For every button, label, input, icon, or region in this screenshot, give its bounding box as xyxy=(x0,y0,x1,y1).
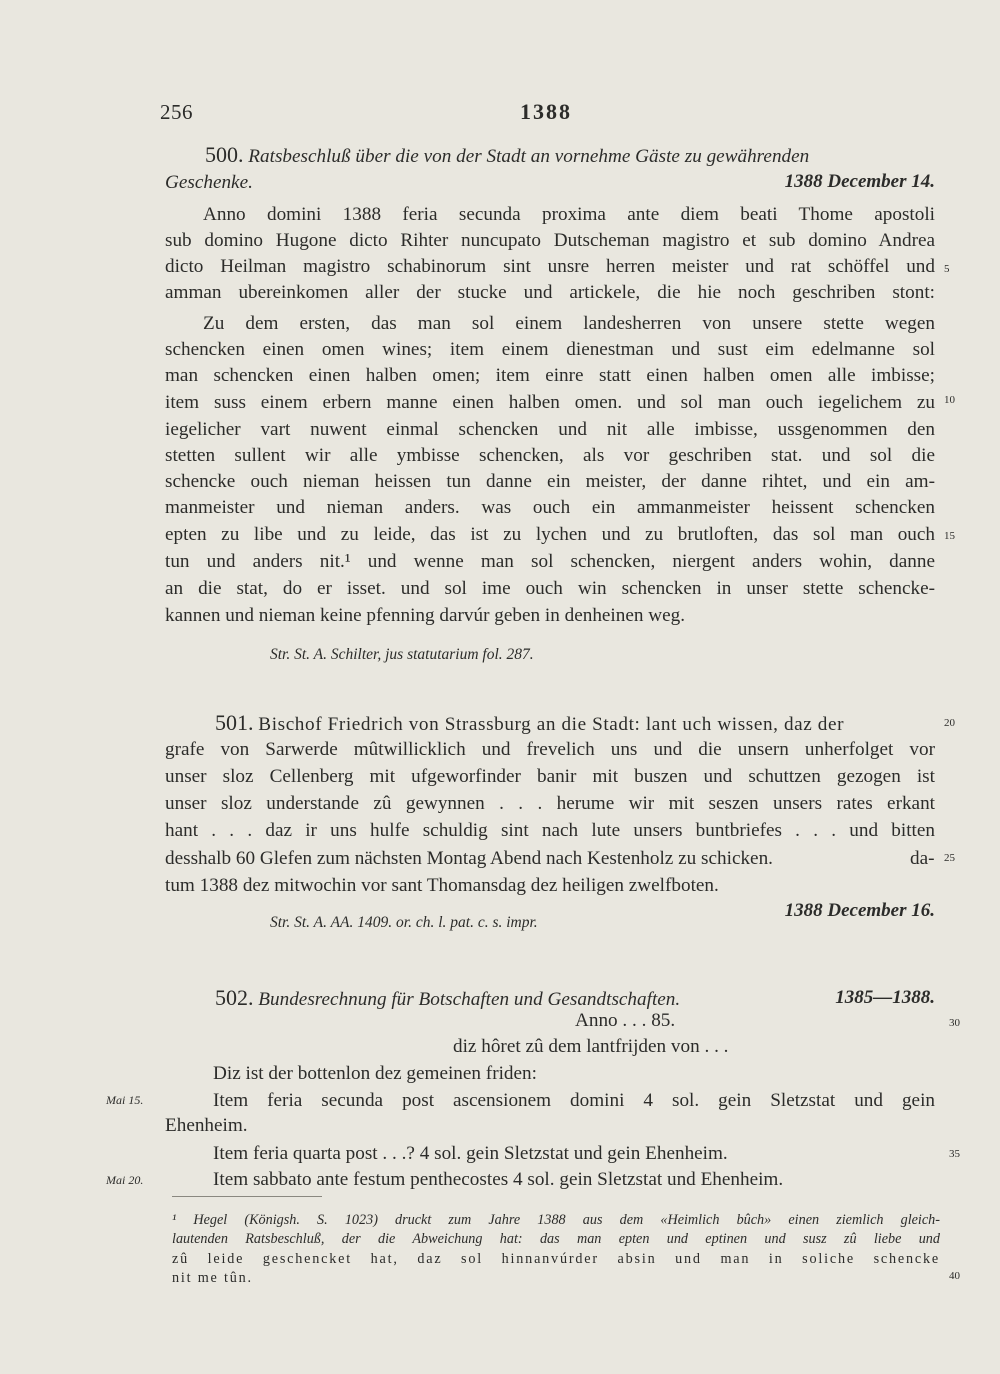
doc500-line: schencke ouch nieman heissen tun danne ein meister, der danne rihtet, und ein am- xyxy=(165,471,935,492)
footnote-line: nit me tûn. xyxy=(172,1270,253,1286)
doc500-title: Ratsbeschluß über die von der Stadt an vornehme Gäste zu gewährenden xyxy=(248,146,810,167)
running-head-year: 1388 xyxy=(520,99,572,124)
doc500-line: sub domino Hugone dicto Rihter nuncupato Dutscheman magistro et sub domino Andrea xyxy=(165,230,935,251)
doc501-number: 501. xyxy=(215,710,254,735)
doc500-title-line2: Geschenke. xyxy=(165,172,253,193)
margin-line-number: 15 xyxy=(944,530,955,542)
footnote-line: zû leide geschencket hat, daz sol hinnanvúrder absin und man in soliche schencke xyxy=(172,1251,940,1267)
doc501-line-first xyxy=(165,710,935,736)
doc500-line: Anno domini 1388 feria secunda proxima ante diem beati Thome apostoli xyxy=(203,204,935,225)
doc500-number: 500. xyxy=(205,142,244,167)
margin-line-number: 30 xyxy=(949,1017,960,1029)
doc502-line: Ehenheim. xyxy=(165,1115,248,1136)
margin-line-number: 5 xyxy=(944,263,950,275)
doc502-anno: Anno . . . 85. xyxy=(575,1010,676,1031)
margin-line-number: 10 xyxy=(944,394,955,406)
page-number: 256 xyxy=(160,100,193,124)
doc501-line: grafe von Sarwerde mûtwillicklich und frevelich uns und die unsern unherfolget vor xyxy=(165,739,935,760)
doc501-line-tail: da- xyxy=(910,848,935,869)
doc500-line: iegelicher vart nuwent einmal schencken und nit alle imbisse, ussgenommen den xyxy=(165,419,935,440)
doc502-date: 1385—1388. xyxy=(835,987,935,1008)
doc500-line: an die stat, do er isset. und sol ime ouch win schencken in unser stette schencke- xyxy=(165,578,935,599)
doc500-line: dicto Heilman magistro schabinorum sint unsre herren meister und rat schöffel und xyxy=(165,256,935,277)
doc500-date: 1388 December 14. xyxy=(784,171,935,192)
doc501-line: unser sloz understande zû gewynnen . . . herume wir mit seszen unsers rates erkant xyxy=(165,793,935,814)
doc502-line: Diz ist der bottenlon dez gemeinen friden: xyxy=(213,1063,537,1084)
doc502-line: Item feria secunda post ascensionem domini 4 sol. gein Sletzstat und gein xyxy=(213,1090,935,1111)
doc502-number: 502. xyxy=(215,985,254,1010)
margin-line-number: 35 xyxy=(949,1148,960,1160)
doc500-line: tun und anders nit.¹ und wenne man sol schencken, niergent anders wohin, danne xyxy=(165,551,935,572)
doc501-source: Str. St. A. AA. 1409. or. ch. l. pat. c. s. impr. xyxy=(270,914,538,931)
doc500-line: amman ubereinkomen aller der stucke und artickele, die hie noch geschriben stont: xyxy=(165,282,935,303)
doc500-line: Zu dem ersten, das man sol einem landesherren von unsere stette wegen xyxy=(203,313,935,334)
doc501-date: 1388 December 16. xyxy=(784,900,935,921)
doc500-line: item suss einem erbern manne einen halben omen. und sol man ouch iegelichem zu xyxy=(165,392,935,413)
doc500-line: kannen und nieman keine pfenning darvúr geben in denheinen weg. xyxy=(165,605,686,626)
doc502-title: Bundesrechnung für Botschaften und Gesandtschaften. xyxy=(258,989,681,1010)
footnote-line: lautenden Ratsbeschluß, der die Abweichung hat: das man epten und eptinen und susz zû liebe und xyxy=(172,1231,940,1247)
doc500-source: Str. St. A. Schilter, jus statutarium fol. 287. xyxy=(270,646,534,663)
doc501-line: unser sloz Cellenberg mit ufgeworfinder banir mit buszen und schuttzen gezogen ist xyxy=(165,766,935,787)
margin-date: Mai 15. xyxy=(106,1093,144,1107)
doc502-title-line xyxy=(165,985,935,1011)
doc502-line: Item sabbato ante festum penthecostes 4 sol. gein Sletzstat und Ehenheim. xyxy=(213,1169,784,1190)
margin-line-number: 25 xyxy=(944,852,955,864)
doc500-line: stetten sullent wir alle ymbisse schencken, als vor geschriben stat. und sol die xyxy=(165,445,935,466)
margin-line-number: 20 xyxy=(944,717,955,729)
doc502-diz: diz hôret zû dem lantfrijden von . . . xyxy=(453,1036,729,1057)
doc500-line: man schencken einen halben omen; item einre statt einen halben omen alle imbisse; xyxy=(165,365,935,386)
doc501-line: hant . . . daz ir uns hulfe schuldig sint nach lute unsers buntbriefes . . . und bitten xyxy=(165,820,935,841)
doc501-line: desshalb 60 Glefen zum nächsten Montag Abend nach Kestenholz zu schicken. xyxy=(165,848,773,869)
doc502-line: Item feria quarta post . . .? 4 sol. gein Sletzstat und gein Ehenheim. xyxy=(213,1143,728,1164)
doc501-line: tum 1388 dez mitwochin vor sant Thomansdag dez heiligen zwelfboten. xyxy=(165,875,719,896)
margin-date: Mai 20. xyxy=(106,1173,144,1187)
doc500-line: schencken einen omen wines; item einem dienestman und sust eim edelmanne sol xyxy=(165,339,935,360)
doc500-title-line1 xyxy=(165,142,935,168)
footnote-rule xyxy=(172,1196,322,1197)
margin-line-number: 40 xyxy=(949,1270,960,1282)
doc500-line: manmeister und nieman anders. was ouch ein ammanmeister heissent schencken xyxy=(165,497,935,518)
doc501-line: Bischof Friedrich von Strassburg an die Stadt: lant uch wissen, daz der xyxy=(258,714,845,735)
footnote-line: ¹ Hegel (Königsh. S. 1023) druckt zum Jahre 1388 aus dem «Heimlich bûch» einen ziemlich gleich- xyxy=(172,1212,940,1228)
doc500-line: epten zu libe und zu leide, das ist zu lychen und zu brutloften, das sol man ouch xyxy=(165,524,935,545)
